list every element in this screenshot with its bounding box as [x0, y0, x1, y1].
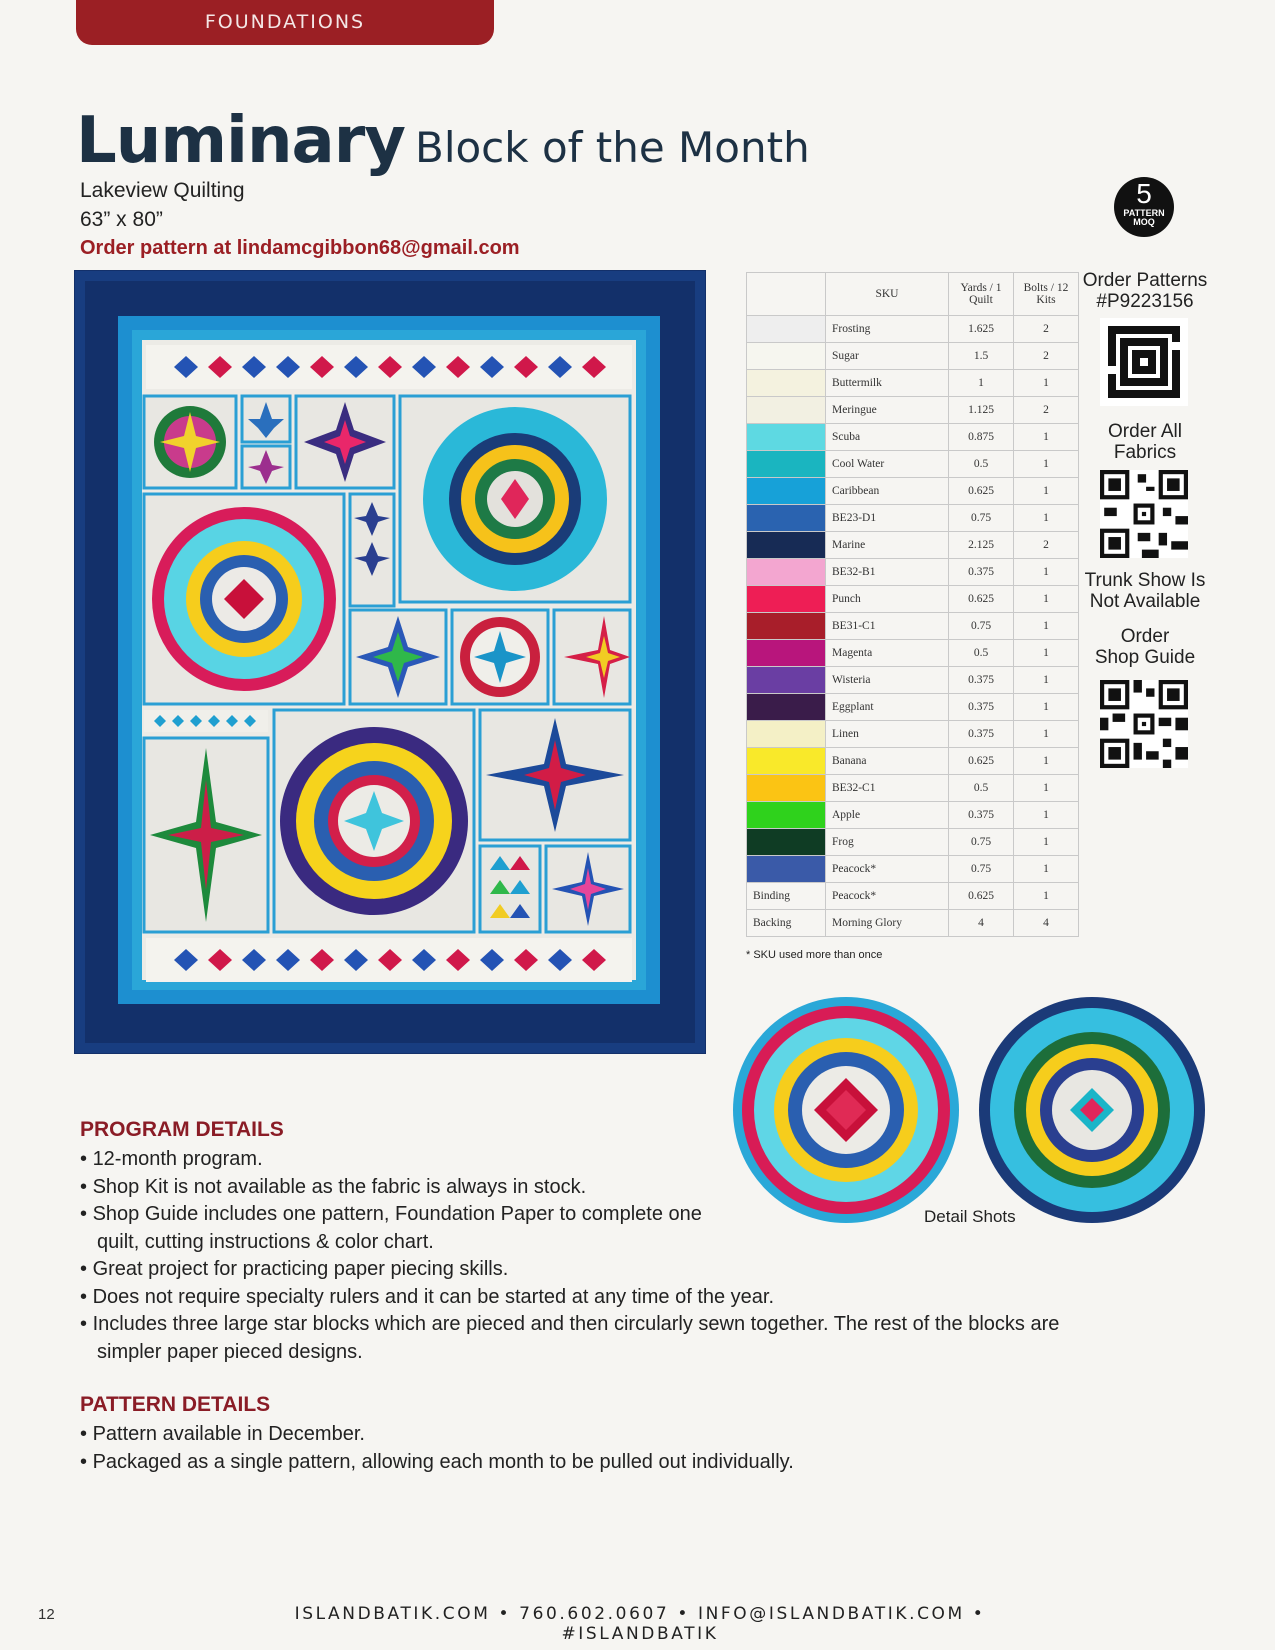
- fabric-yards: 0.625: [949, 478, 1014, 505]
- fabric-yards: 0.5: [949, 640, 1014, 667]
- quilt-size: 63” x 80”: [80, 208, 163, 231]
- fabric-swatch: [747, 694, 826, 721]
- pattern-moq-badge: [1114, 177, 1174, 237]
- fabrics-text: Fabrics: [1113, 442, 1177, 463]
- fabric-swatch: [747, 505, 826, 532]
- fabric-yards: 0.875: [949, 424, 1014, 451]
- fabric-yards: 1: [949, 370, 1014, 397]
- detail-shots-caption: Detail Shots: [924, 1207, 1016, 1226]
- fabric-bolts: 1: [1014, 775, 1079, 802]
- shop-guide-qr-icon[interactable]: [1100, 680, 1188, 768]
- fabric-row: [747, 667, 1079, 694]
- fabric-name: BE23-D1: [826, 505, 949, 532]
- fabric-row: [747, 856, 1079, 883]
- fabric-name: Frosting: [826, 316, 949, 343]
- fabric-swatch: [747, 370, 826, 397]
- fabric-row: [747, 451, 1079, 478]
- fabric-name: Buttermilk: [826, 370, 949, 397]
- section-tab: FOUNDATIONS: [76, 0, 494, 45]
- fabric-row: [747, 775, 1079, 802]
- page-title: [76, 104, 810, 178]
- fabric-swatch: [747, 451, 826, 478]
- fabric-bolts: 1: [1014, 694, 1079, 721]
- order-shop-guide-label: [1082, 626, 1208, 668]
- designer-name: Lakeview Quilting: [80, 179, 245, 202]
- title-main: Luminary: [76, 104, 405, 178]
- fabric-swatch: [747, 532, 826, 559]
- fabric-row: [747, 424, 1079, 451]
- fabric-name: Cool Water: [826, 451, 949, 478]
- pattern-details-heading: PATTERN DETAILS: [80, 1393, 271, 1416]
- fabric-bolts: 1: [1014, 829, 1079, 856]
- fabric-swatch: [747, 640, 826, 667]
- fabric-name: Peacock*: [826, 883, 949, 910]
- fabric-row: [747, 586, 1079, 613]
- fabric-bolts: 1: [1014, 856, 1079, 883]
- fabric-swatch: [747, 748, 826, 775]
- fabric-row: [747, 505, 1079, 532]
- fabric-name: BE32-C1: [826, 775, 949, 802]
- fabric-name: Meringue: [826, 397, 949, 424]
- fabric-swatch: [747, 586, 826, 613]
- fabric-swatch: [747, 775, 826, 802]
- fabric-row: [747, 802, 1079, 829]
- badge-number: 5: [1136, 178, 1152, 209]
- fabric-row: [747, 721, 1079, 748]
- fabric-name: Morning Glory: [826, 910, 949, 937]
- pattern-meta: [80, 176, 520, 263]
- table-footnote: * SKU used more than once: [746, 949, 883, 961]
- row-label: Binding: [747, 883, 826, 910]
- fabric-bolts: 1: [1014, 370, 1079, 397]
- fabric-table: [746, 272, 1079, 937]
- fabric-row: [747, 748, 1079, 775]
- fabric-yards: 0.375: [949, 667, 1014, 694]
- fabric-row: [747, 397, 1079, 424]
- fabric-bolts: 1: [1014, 748, 1079, 775]
- program-item: • Great project for practicing paper piecing skills.: [80, 1256, 1110, 1284]
- fabric-bolts: 1: [1014, 883, 1079, 910]
- fabric-yards: 0.5: [949, 451, 1014, 478]
- fabric-bolts: 1: [1014, 451, 1079, 478]
- program-details-list: [80, 1146, 1110, 1366]
- fabric-bolts: 1: [1014, 802, 1079, 829]
- fabric-yards: 0.375: [949, 694, 1014, 721]
- fabric-yards: 1.125: [949, 397, 1014, 424]
- fabric-row: [747, 478, 1079, 505]
- fabric-row: [747, 640, 1079, 667]
- fabric-name: Scuba: [826, 424, 949, 451]
- order-text: Order: [1120, 626, 1170, 647]
- fabric-bolts: 1: [1014, 613, 1079, 640]
- fabric-yards: 1.625: [949, 316, 1014, 343]
- order-patterns-text: Order Patterns: [1082, 270, 1208, 291]
- fabric-bolts: 1: [1014, 559, 1079, 586]
- fabric-name: Frog: [826, 829, 949, 856]
- fabric-swatch: [747, 856, 826, 883]
- fabric-bolts: 1: [1014, 640, 1079, 667]
- order-all-fabrics-label: [1082, 421, 1208, 463]
- fabric-yards: 4: [949, 910, 1014, 937]
- fabric-swatch: [747, 613, 826, 640]
- header-bolts: Bolts / 12 Kits: [1014, 273, 1079, 316]
- fabric-yards: 0.625: [949, 883, 1014, 910]
- fabric-row: [747, 559, 1079, 586]
- program-item: • 12-month program.: [80, 1146, 1110, 1174]
- fabric-bolts: 2: [1014, 316, 1079, 343]
- program-item: • Shop Kit is not available as the fabric is always in stock.: [80, 1174, 1110, 1202]
- program-item: • Shop Guide includes one pattern, Foundation Paper to complete one quilt, cutting instructions & color chart.: [80, 1201, 737, 1256]
- fabric-bolts: 2: [1014, 532, 1079, 559]
- fabric-row: [747, 910, 1079, 937]
- fabric-yards: 0.375: [949, 721, 1014, 748]
- quilt-photo: [74, 270, 706, 1054]
- shop-guide-text: Shop Guide: [1094, 647, 1196, 668]
- fabric-row: [747, 613, 1079, 640]
- title-sub: Block of the Month: [415, 123, 810, 172]
- program-item: • Includes three large star blocks which are pieced and then circularly sewn together. The rest of the blocks are simpler paper pieced designs.: [80, 1311, 1110, 1366]
- footer-contact: ISLANDBATIK.COM • 760.602.0607 • INFO@ISLANDBATIK.COM • #ISLANDBATIK: [294, 1604, 986, 1644]
- fabric-yards: 2.125: [949, 532, 1014, 559]
- program-details-heading: PROGRAM DETAILS: [80, 1118, 284, 1141]
- trunk-show-label: [1082, 570, 1208, 612]
- fabric-row: [747, 316, 1079, 343]
- fabric-name: Caribbean: [826, 478, 949, 505]
- fabric-yards: 0.625: [949, 748, 1014, 775]
- fabric-yards: 1.5: [949, 343, 1014, 370]
- fabric-yards: 0.375: [949, 559, 1014, 586]
- fabric-bolts: 1: [1014, 667, 1079, 694]
- fabric-row: [747, 343, 1079, 370]
- fabric-bolts: 1: [1014, 505, 1079, 532]
- fabric-bolts: 2: [1014, 343, 1079, 370]
- order-fabrics-qr-icon[interactable]: [1100, 470, 1188, 558]
- fabric-bolts: 2: [1014, 397, 1079, 424]
- pattern-item: • Packaged as a single pattern, allowing each month to be pulled out individually.: [80, 1449, 1110, 1477]
- row-label: Backing: [747, 910, 826, 937]
- fabric-yards: 0.75: [949, 505, 1014, 532]
- badge-line2: MOQ: [1133, 217, 1155, 227]
- fabric-yards: 0.375: [949, 802, 1014, 829]
- fabric-yards: 0.625: [949, 586, 1014, 613]
- fabric-yards: 0.75: [949, 856, 1014, 883]
- program-item: • Does not require specialty rulers and it can be started at any time of the year.: [80, 1284, 1110, 1312]
- fabric-row: [747, 532, 1079, 559]
- fabric-name: Apple: [826, 802, 949, 829]
- fabric-row: [747, 829, 1079, 856]
- fabric-swatch: [747, 478, 826, 505]
- fabric-swatch: [747, 829, 826, 856]
- order-pattern-link[interactable]: Order pattern at lindamcgibbon68@gmail.com: [80, 237, 520, 259]
- fabric-swatch: [747, 424, 826, 451]
- fabric-swatch: [747, 343, 826, 370]
- trunk-show-line2: Not Available: [1089, 591, 1201, 612]
- fabric-name: Peacock*: [826, 856, 949, 883]
- fabric-row: [747, 883, 1079, 910]
- fabric-name: Sugar: [826, 343, 949, 370]
- fabric-name: Wisteria: [826, 667, 949, 694]
- order-patterns-qr-icon[interactable]: [1100, 318, 1188, 406]
- fabric-yards: 0.75: [949, 613, 1014, 640]
- header-swatch: [747, 273, 826, 316]
- order-all-text: Order All: [1108, 421, 1182, 442]
- order-patterns-label: [1082, 270, 1208, 312]
- page-number: 12: [38, 1606, 55, 1623]
- fabric-yards: 0.75: [949, 829, 1014, 856]
- header-yards: Yards / 1 Quilt: [949, 273, 1014, 316]
- fabric-name: Eggplant: [826, 694, 949, 721]
- fabric-swatch: [747, 559, 826, 586]
- header-sku: SKU: [826, 273, 949, 316]
- pattern-details-list: [80, 1421, 1110, 1476]
- badge-line1: PATTERN: [1123, 208, 1165, 218]
- fabric-name: Banana: [826, 748, 949, 775]
- fabric-name: BE32-B1: [826, 559, 949, 586]
- fabric-bolts: 1: [1014, 721, 1079, 748]
- fabric-bolts: 1: [1014, 586, 1079, 613]
- pattern-item: • Pattern available in December.: [80, 1421, 1110, 1449]
- fabric-bolts: 1: [1014, 424, 1079, 451]
- fabric-yards: 0.5: [949, 775, 1014, 802]
- fabric-bolts: 4: [1014, 910, 1079, 937]
- fabric-swatch: [747, 667, 826, 694]
- fabric-bolts: 1: [1014, 478, 1079, 505]
- fabric-row: [747, 694, 1079, 721]
- pattern-number: #P9223156: [1096, 291, 1194, 312]
- fabric-swatch: [747, 397, 826, 424]
- fabric-name: Punch: [826, 586, 949, 613]
- fabric-swatch: [747, 316, 826, 343]
- fabric-name: Marine: [826, 532, 949, 559]
- fabric-swatch: [747, 721, 826, 748]
- fabric-row: [747, 370, 1079, 397]
- fabric-swatch: [747, 802, 826, 829]
- trunk-show-line1: Trunk Show Is: [1084, 570, 1206, 591]
- fabric-name: Magenta: [826, 640, 949, 667]
- fabric-name: BE31-C1: [826, 613, 949, 640]
- fabric-name: Linen: [826, 721, 949, 748]
